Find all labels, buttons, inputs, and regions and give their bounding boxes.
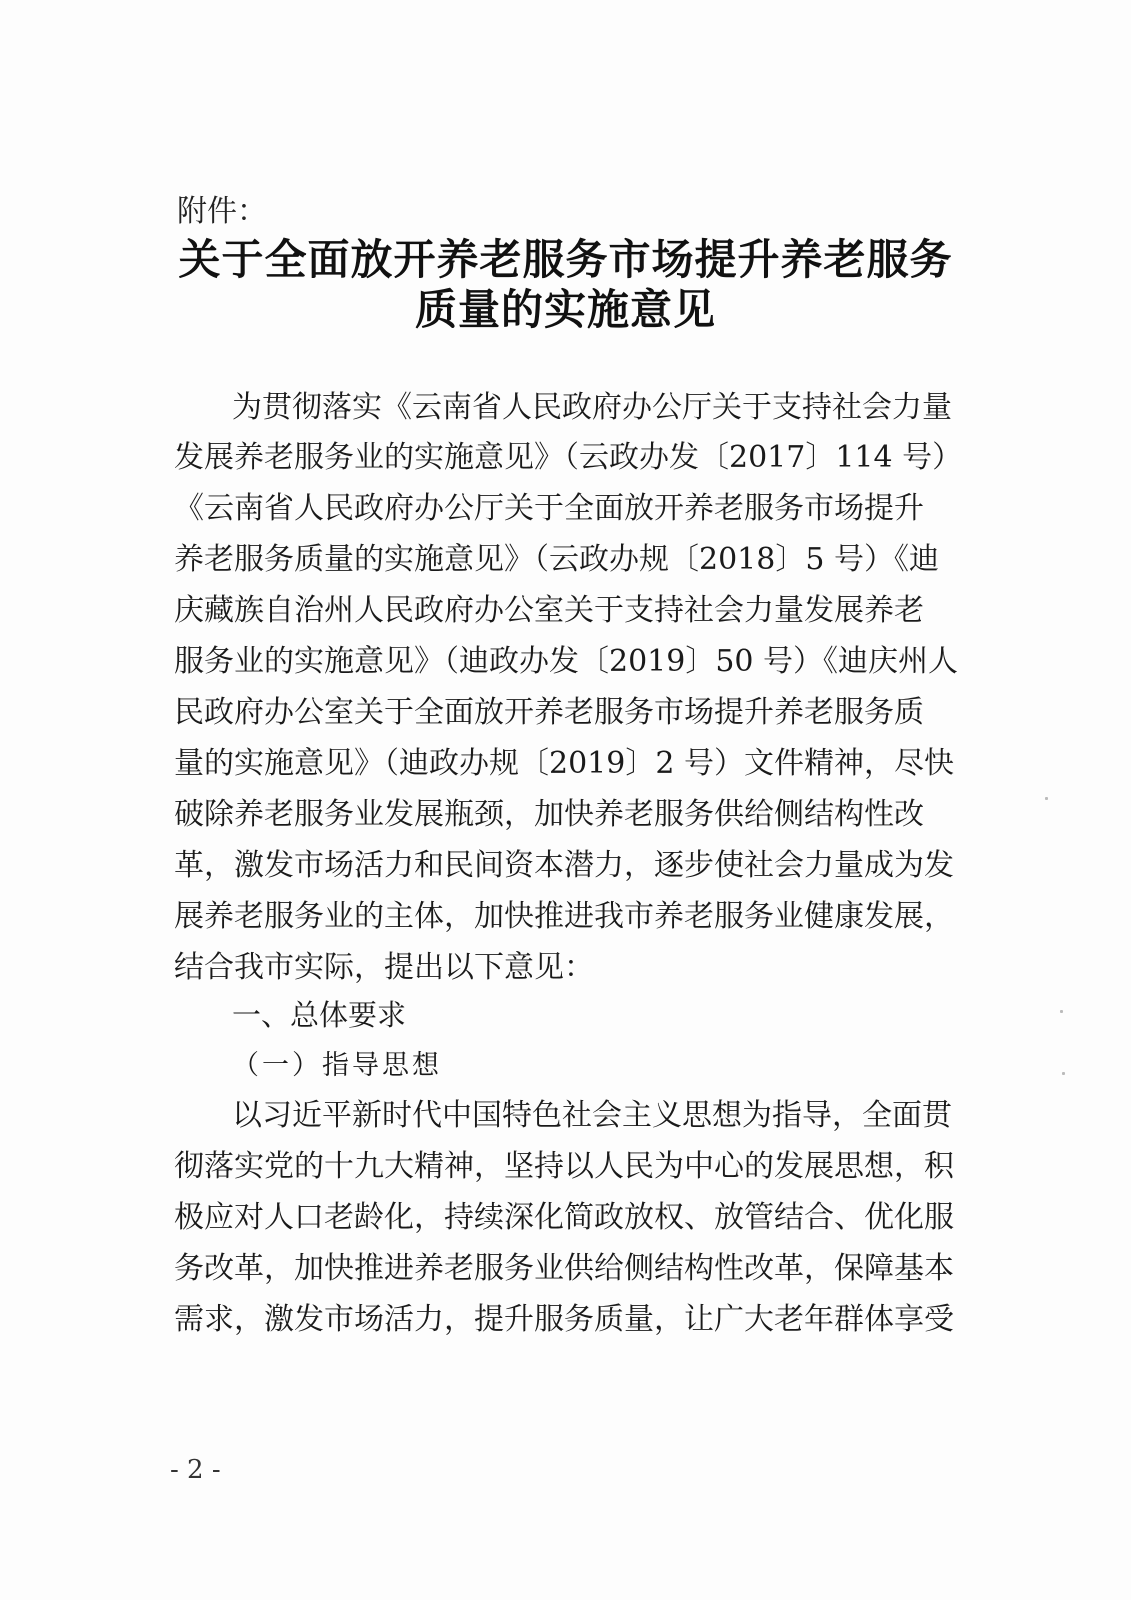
intro-line: 量的实施意见》（迪政办规〔2019〕2 号）文件精神，尽快 [174, 746, 954, 781]
scan-speck [1045, 797, 1048, 800]
page-number: - 2 - [170, 1455, 221, 1485]
intro-line: 发展养老服务业的实施意见》（云政办发〔2017〕114 号） [174, 440, 963, 475]
scan-speck [1060, 1010, 1063, 1013]
guiding-line: 极应对人口老龄化，持续深化简政放权、放管结合、优化服 [174, 1200, 954, 1235]
section-heading: 一、总体要求 [232, 998, 407, 1032]
intro-line: 展养老服务业的主体，加快推进我市养老服务业健康发展， [174, 899, 954, 934]
attachment-label: 附件： [177, 194, 267, 229]
intro-line: 革，激发市场活力和民间资本潜力，逐步使社会力量成为发 [174, 848, 954, 883]
intro-line: 为贯彻落实《云南省人民政府办公厅关于支持社会力量 [232, 390, 952, 425]
intro-line: 养老服务质量的实施意见》（云政办规〔2018〕5 号）《迪 [174, 542, 939, 577]
guiding-line: 需求，激发市场活力，提升服务质量，让广大老年群体享受 [174, 1302, 954, 1337]
document-title-line-2: 质量的实施意见 [414, 285, 716, 334]
subsection-heading: （一）指导思想 [232, 1050, 442, 1081]
guiding-line: 务改革，加快推进养老服务业供给侧结构性改革，保障基本 [174, 1251, 954, 1286]
guiding-line: 以习近平新时代中国特色社会主义思想为指导，全面贯 [232, 1098, 952, 1133]
intro-line: 结合我市实际，提出以下意见： [174, 950, 594, 985]
intro-line: 民政府办公室关于全面放开养老服务市场提升养老服务质 [174, 695, 924, 730]
intro-line: 破除养老服务业发展瓶颈，加快养老服务供给侧结构性改 [174, 797, 924, 832]
intro-line: 《云南省人民政府办公厅关于全面放开养老服务市场提升 [174, 491, 924, 526]
intro-line: 庆藏族自治州人民政府办公室关于支持社会力量发展养老 [174, 593, 924, 628]
document-title-line-1: 关于全面放开养老服务市场提升养老服务 [178, 235, 953, 284]
guiding-line: 彻落实党的十九大精神，坚持以人民为中心的发展思想，积 [174, 1149, 954, 1184]
scan-speck [1062, 1072, 1065, 1075]
intro-line: 服务业的实施意见》（迪政办发〔2019〕50 号）《迪庆州人 [174, 644, 959, 679]
